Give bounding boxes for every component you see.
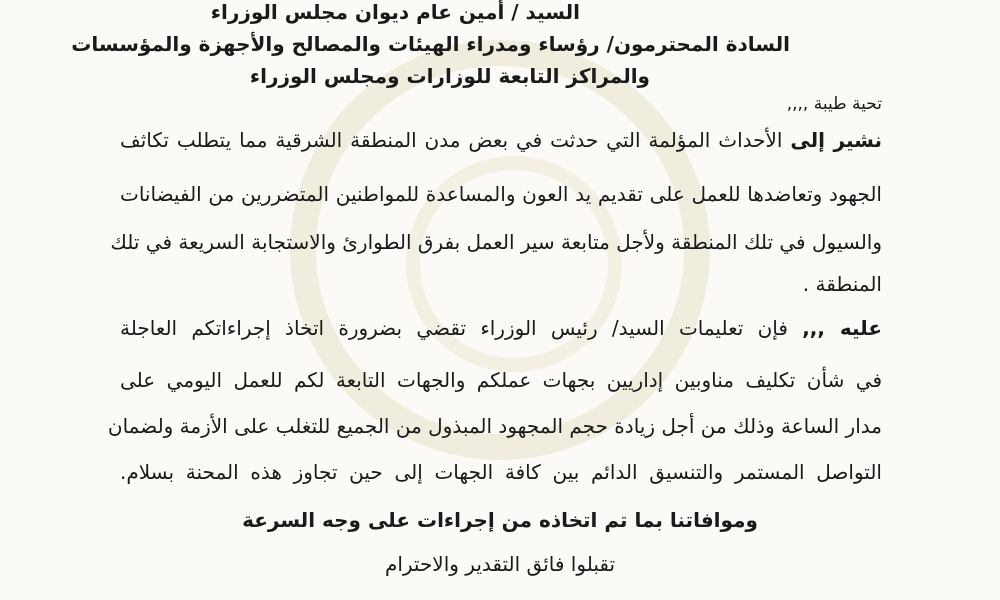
recipient-line-1: السيد / أمين عام ديوان مجلس الوزراء: [210, 0, 580, 24]
recipient-line-2: السادة المحترمون/ رؤساء ومدراء الهيئات والمصالح والأجهزة والمؤسسات: [71, 32, 790, 56]
paragraph-2-lead: عليه ,,,: [802, 316, 882, 340]
paragraph-2-line-4: التواصل المستمر والتنسيق الدائم بين كافة الجهات إلى حين تجاوز هذه المحنة بسلام.: [120, 460, 882, 484]
paragraph-2-line-1: [120, 316, 882, 340]
greeting: تحية طيبة ,,,,: [786, 94, 882, 114]
paragraph-2-line-1-text: فإن تعليمات السيد/ رئيس الوزراء تقضي بضرورة اتخاذ إجراءاتكم العاجلة: [120, 316, 803, 340]
recipient-line-3: والمراكز التابعة للوزارات ومجلس الوزراء: [249, 64, 650, 88]
paragraph-2-line-3: مدار الساعة وذلك من أجل زيادة حجم المجهود المبذول من الجميع للتغلب على الأزمة ولضمان: [107, 414, 882, 438]
closing-request: وموافاتنا بما تم اتخاذه من إجراءات على وجه السرعة: [242, 508, 758, 532]
paragraph-1-line-4: المنطقة .: [802, 272, 882, 296]
paragraph-1-lead: نشير إلى: [790, 128, 882, 152]
paragraph-1-line-3: والسيول في تلك المنطقة ولأجل متابعة سير العمل بفرق الطوارئ والاستجابة السريعة في تلك: [110, 230, 882, 254]
closing-regards: تقبلوا فائق التقدير والاحترام: [384, 552, 616, 576]
paragraph-1-line-2: الجهود وتعاضدها للعمل على تقديم يد العون والمساعدة للمواطنين المتضررين من الفيضانات: [120, 182, 882, 206]
paragraph-1-line-1-text: الأحداث المؤلمة التي حدثت في بعض مدن المنطقة الشرقية مما يتطلب تكاثف: [120, 128, 791, 152]
paragraph-1-line-1: [120, 128, 882, 152]
paragraph-2-line-2: في شأن تكليف مناوبين إداريين بجهات عملكم والجهات التابعة لكم للعمل اليومي على: [120, 368, 882, 392]
